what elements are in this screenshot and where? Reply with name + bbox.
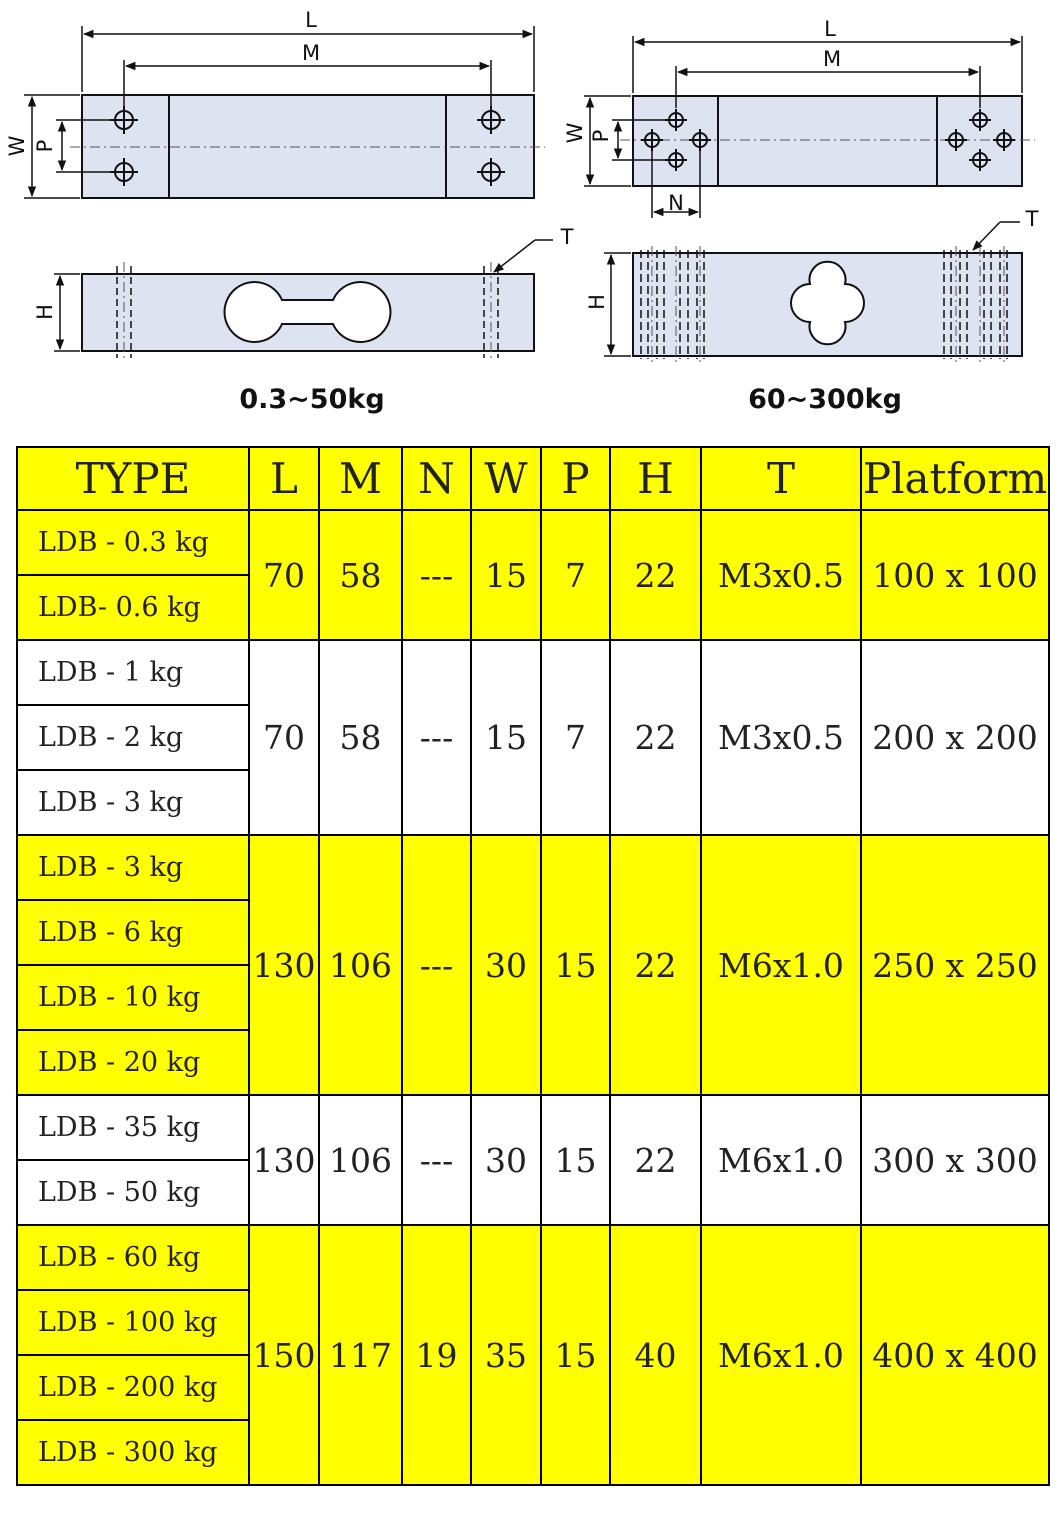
value-cell-L: 150 <box>249 1225 319 1485</box>
right-dim-M: M <box>822 47 842 71</box>
header-cell-T: T <box>701 447 861 510</box>
type-cell: LDB - 6 kg <box>17 900 249 965</box>
value-cell-H: 22 <box>610 640 701 835</box>
value-cell-N: 19 <box>402 1225 471 1485</box>
value-cell-T: M6x1.0 <box>701 1095 861 1225</box>
table-row <box>17 640 1049 705</box>
value-cell-H: 40 <box>610 1225 701 1485</box>
table-row <box>17 1225 1049 1290</box>
left-dim-H: H <box>33 304 57 320</box>
type-cell: LDB - 0.3 kg <box>17 510 249 575</box>
table-row <box>17 835 1049 900</box>
right-dim-L: L <box>824 17 836 41</box>
value-cell-T: M6x1.0 <box>701 1225 861 1485</box>
type-cell: LDB - 2 kg <box>17 705 249 770</box>
left-capacity-caption: 0.3~50kg <box>239 384 385 415</box>
value-cell-W: 15 <box>471 640 541 835</box>
header-cell-W: W <box>471 447 541 510</box>
type-cell: LDB - 300 kg <box>17 1420 249 1485</box>
header-cell-P: P <box>541 447 610 510</box>
left-dim-P: P <box>33 139 57 153</box>
type-cell: LDB- 0.6 kg <box>17 575 249 640</box>
header-cell-platform: Platform <box>861 447 1049 510</box>
value-cell-L: 130 <box>249 835 319 1095</box>
value-cell-H: 22 <box>610 510 701 640</box>
value-cell-L: 130 <box>249 1095 319 1225</box>
value-cell-H: 22 <box>610 1095 701 1225</box>
value-cell-platform: 400 x 400 <box>861 1225 1049 1485</box>
value-cell-N: --- <box>402 1095 471 1225</box>
right-dim-N: N <box>668 191 684 215</box>
type-cell: LDB - 200 kg <box>17 1355 249 1420</box>
value-cell-T: M6x1.0 <box>701 835 861 1095</box>
value-cell-M: 58 <box>319 510 402 640</box>
right-capacity-caption: 60~300kg <box>748 384 902 415</box>
type-cell: LDB - 3 kg <box>17 835 249 900</box>
value-cell-platform: 250 x 250 <box>861 835 1049 1095</box>
right-dim-H: H <box>585 294 609 310</box>
header-cell-type: TYPE <box>17 447 249 510</box>
type-cell: LDB - 20 kg <box>17 1030 249 1095</box>
type-cell: LDB - 10 kg <box>17 965 249 1030</box>
table-row <box>17 1095 1049 1160</box>
value-cell-platform: 100 x 100 <box>861 510 1049 640</box>
value-cell-M: 106 <box>319 835 402 1095</box>
type-cell: LDB - 1 kg <box>17 640 249 705</box>
left-dim-M: M <box>301 41 321 65</box>
value-cell-P: 15 <box>541 1095 610 1225</box>
value-cell-M: 117 <box>319 1225 402 1485</box>
value-cell-M: 58 <box>319 640 402 835</box>
value-cell-T: M3x0.5 <box>701 510 861 640</box>
right-dim-W: W <box>563 122 587 144</box>
value-cell-W: 30 <box>471 835 541 1095</box>
value-cell-P: 7 <box>541 640 610 835</box>
value-cell-W: 15 <box>471 510 541 640</box>
spec-table <box>16 446 1050 1486</box>
type-cell: LDB - 60 kg <box>17 1225 249 1290</box>
dimension-drawings <box>0 0 1063 440</box>
left-dim-T: T <box>560 225 574 249</box>
header-cell-M: M <box>319 447 402 510</box>
value-cell-P: 7 <box>541 510 610 640</box>
right-dim-P: P <box>589 129 613 143</box>
value-cell-platform: 300 x 300 <box>861 1095 1049 1225</box>
value-cell-N: --- <box>402 510 471 640</box>
value-cell-N: --- <box>402 640 471 835</box>
table-header-row <box>17 447 1049 510</box>
value-cell-P: 15 <box>541 1225 610 1485</box>
table-row <box>17 510 1049 575</box>
value-cell-N: --- <box>402 835 471 1095</box>
value-cell-L: 70 <box>249 510 319 640</box>
left-dim-W: W <box>5 135 29 157</box>
type-cell: LDB - 50 kg <box>17 1160 249 1225</box>
type-cell: LDB - 35 kg <box>17 1095 249 1160</box>
value-cell-T: M3x0.5 <box>701 640 861 835</box>
left-top-view <box>82 95 534 198</box>
header-cell-L: L <box>249 447 319 510</box>
value-cell-L: 70 <box>249 640 319 835</box>
left-drawing <box>5 8 574 415</box>
header-cell-N: N <box>402 447 471 510</box>
type-cell: LDB - 3 kg <box>17 770 249 835</box>
value-cell-H: 22 <box>610 835 701 1095</box>
value-cell-M: 106 <box>319 1095 402 1225</box>
right-dim-T: T <box>1025 207 1039 231</box>
value-cell-W: 30 <box>471 1095 541 1225</box>
value-cell-platform: 200 x 200 <box>861 640 1049 835</box>
header-cell-H: H <box>610 447 701 510</box>
left-dim-L: L <box>305 8 317 32</box>
value-cell-W: 35 <box>471 1225 541 1485</box>
value-cell-P: 15 <box>541 835 610 1095</box>
right-drawing <box>563 17 1039 415</box>
type-cell: LDB - 100 kg <box>17 1290 249 1355</box>
